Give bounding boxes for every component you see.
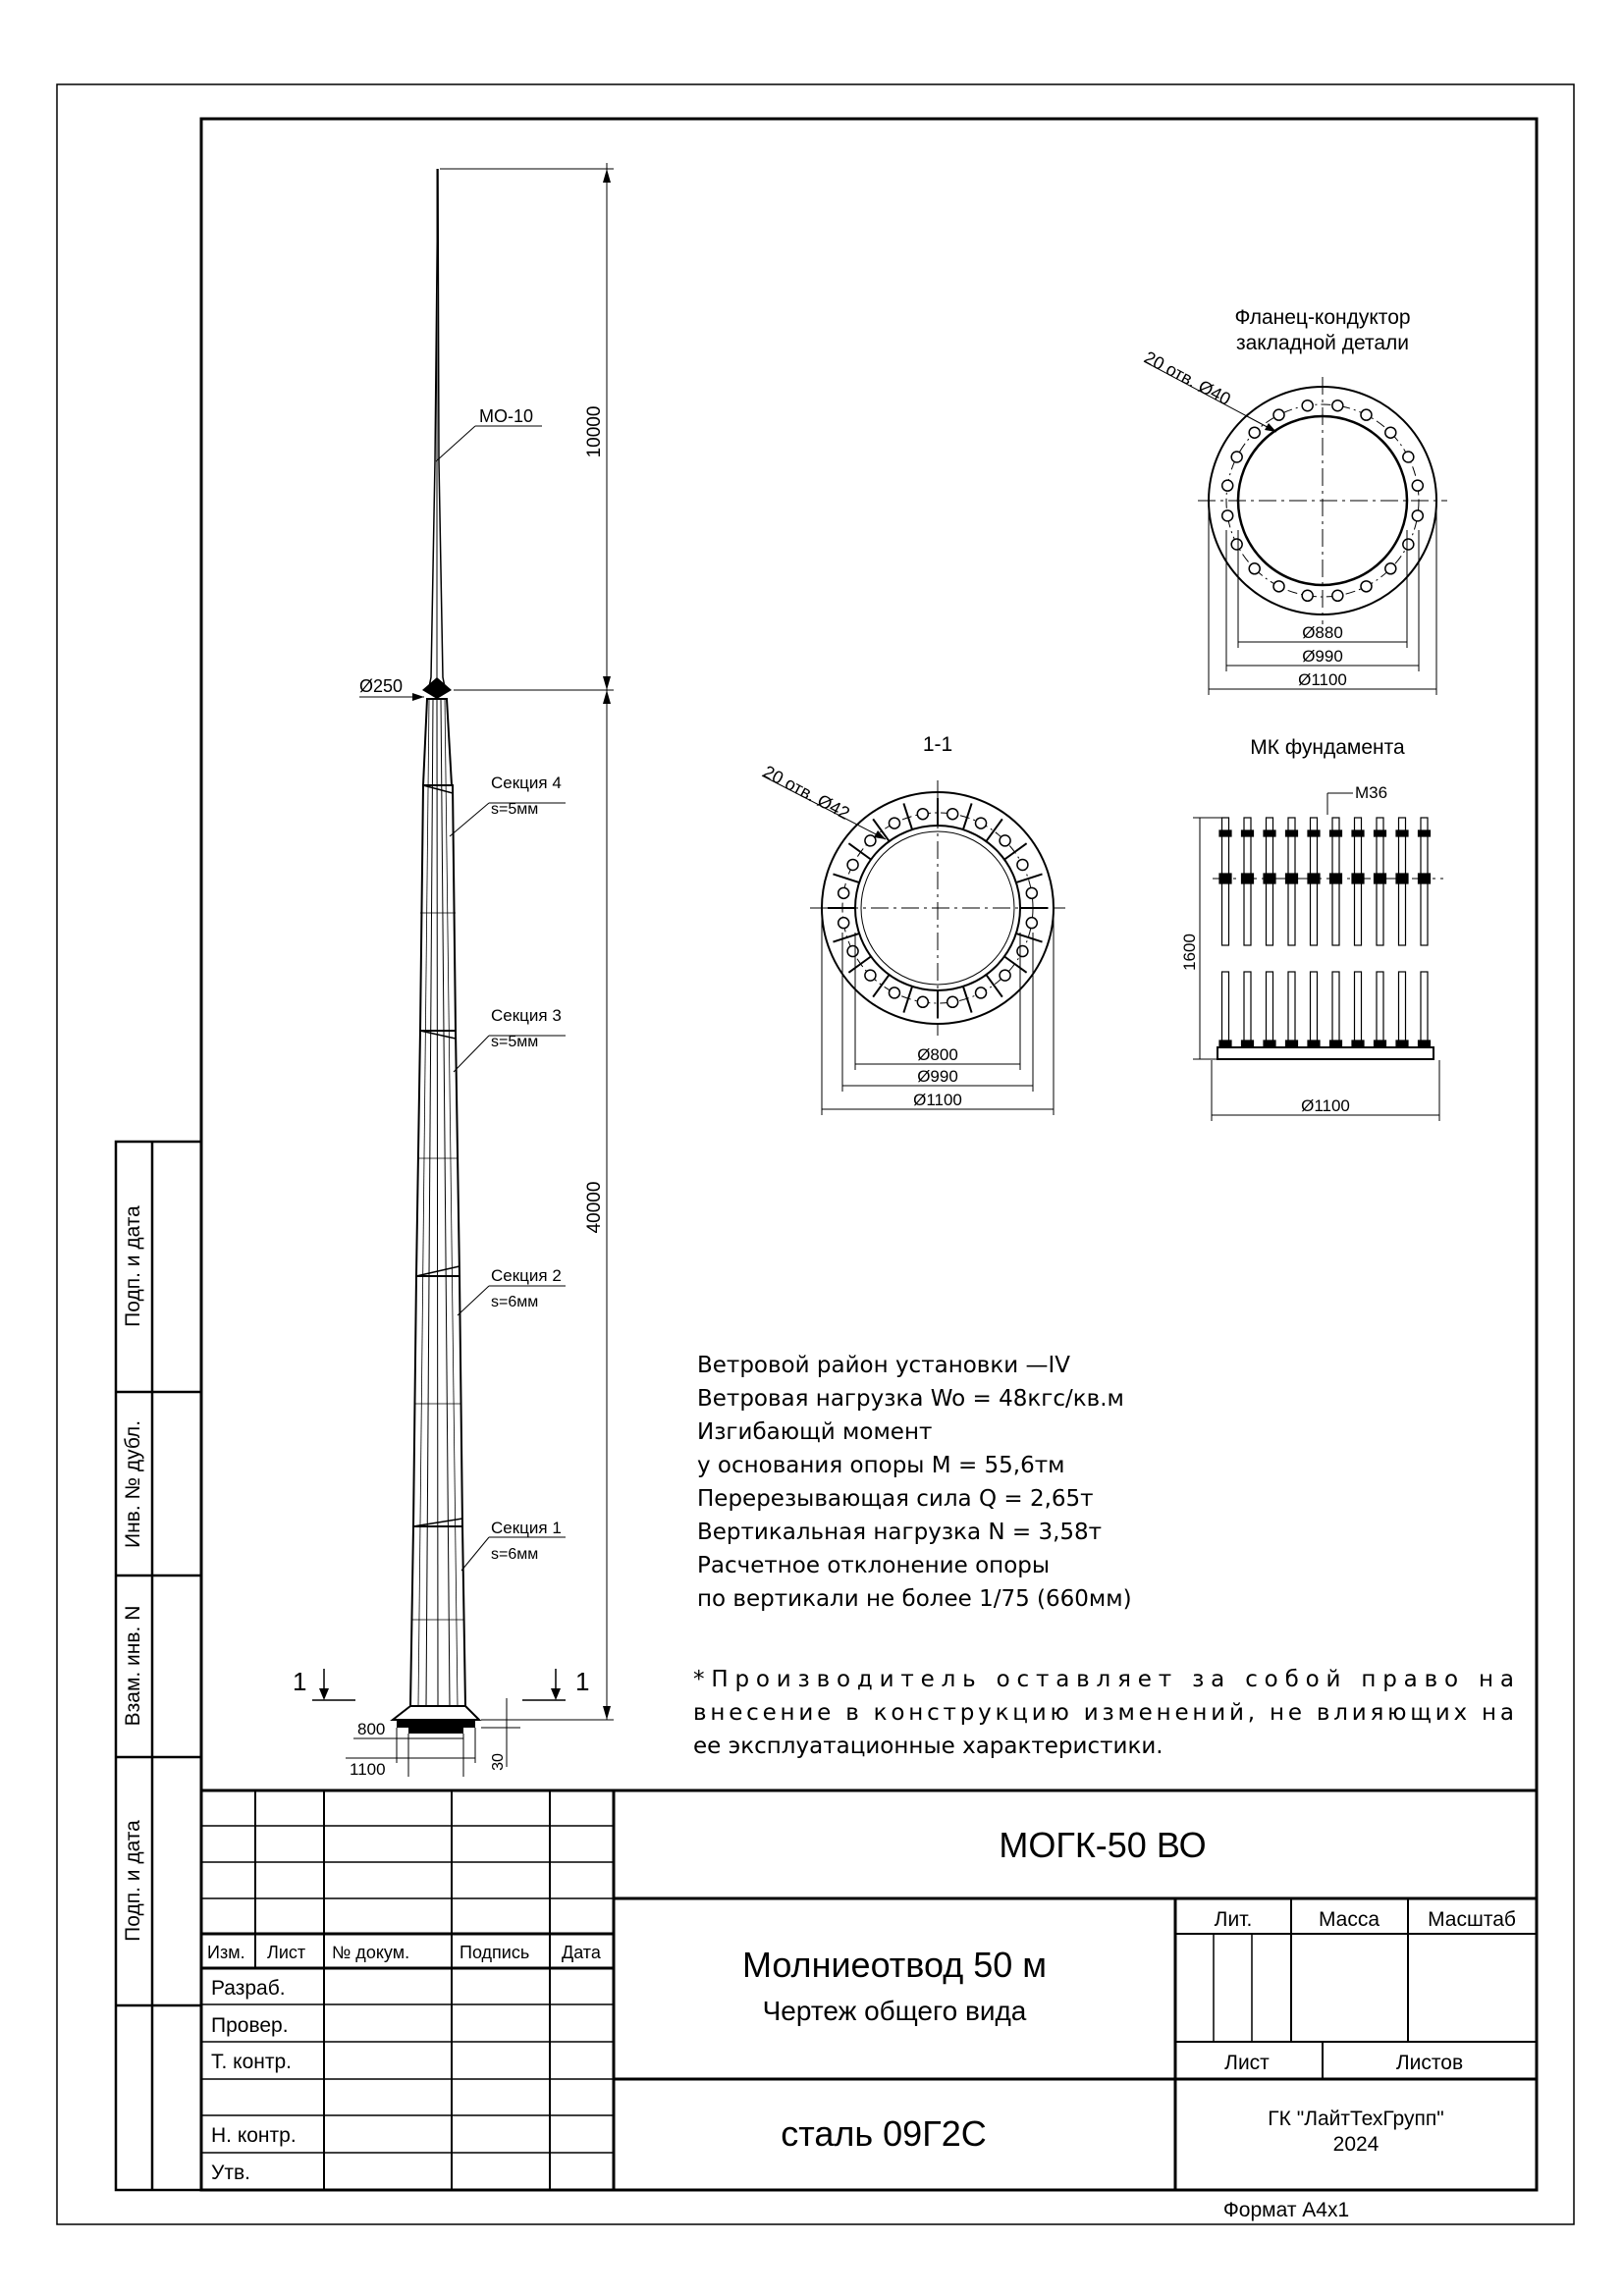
side-podp-data-top: Подп. и дата bbox=[122, 1205, 144, 1327]
tb-format: Формат А4х1 bbox=[1222, 2199, 1350, 2221]
anchor-nut bbox=[1286, 1041, 1298, 1047]
anchor-nut bbox=[1219, 1041, 1231, 1047]
mast-elevation bbox=[293, 163, 614, 1779]
flange-d1100: Ø1100 bbox=[1298, 670, 1347, 689]
anchor-nut bbox=[1264, 1041, 1275, 1047]
section-1-1-view bbox=[760, 733, 1065, 1115]
col-list: Лист bbox=[267, 1943, 306, 1962]
anchor-rod-lower bbox=[1421, 972, 1428, 1047]
anchor-nut bbox=[1308, 1041, 1320, 1047]
row-razrab: Разраб. bbox=[211, 1977, 286, 2000]
side-stamp bbox=[116, 1142, 201, 2190]
label-mo10: МО-10 bbox=[479, 406, 534, 426]
anchor-nut bbox=[1375, 830, 1386, 836]
section-bolt-hole bbox=[889, 818, 899, 828]
note-line-3: Изгибающй момент bbox=[697, 1419, 933, 1445]
section-bolt-hole bbox=[847, 946, 858, 957]
section-bolt-hole bbox=[839, 887, 849, 898]
anchor-nut bbox=[1308, 830, 1320, 836]
flange-title-2: закладной детали bbox=[1235, 332, 1410, 354]
flange-bolt-hole bbox=[1273, 409, 1284, 420]
anchor-nut bbox=[1330, 830, 1342, 836]
anchor-nut bbox=[1396, 830, 1408, 836]
note-line-8: по вертикали не более 1/75 (660мм) bbox=[697, 1586, 1132, 1612]
section-bolt-hole bbox=[917, 809, 928, 820]
cut-mark-left: 1 bbox=[293, 1667, 307, 1696]
section-d800: Ø800 bbox=[917, 1045, 958, 1064]
row-tkontr: Т. контр. bbox=[211, 2051, 293, 2073]
section-1-1-title: 1-1 bbox=[922, 733, 953, 756]
section-d1100: Ø1100 bbox=[913, 1091, 962, 1109]
tb-subtitle: Чертеж общего вида bbox=[762, 1996, 1027, 2026]
flange-bolt-hole bbox=[1403, 539, 1414, 550]
section-bolt-hole bbox=[1026, 887, 1037, 898]
section-d990: Ø990 bbox=[917, 1067, 958, 1086]
note-line-6: Вертикальная нагрузка N = 3,58т bbox=[697, 1520, 1103, 1545]
foundation-d1100: Ø1100 bbox=[1301, 1096, 1350, 1115]
section-3-label: Секция 3 bbox=[491, 1006, 562, 1025]
tb-company: ГК "ЛайтТехГрупп" bbox=[1268, 2108, 1444, 2130]
section-2-thickness: s=6мм bbox=[491, 1294, 539, 1310]
base-flange bbox=[393, 1706, 479, 1720]
flange-bolt-hole bbox=[1249, 563, 1260, 574]
flange-bolt-hole bbox=[1222, 510, 1233, 521]
anchor-rod-lower bbox=[1377, 972, 1383, 1047]
section-bolt-hole bbox=[976, 818, 987, 828]
anchor-rod-lower bbox=[1222, 972, 1229, 1047]
anchor-nut bbox=[1286, 830, 1298, 836]
section-bolt-hole bbox=[1017, 946, 1028, 957]
flange-conductor-view bbox=[1141, 306, 1447, 695]
col-sign: Подпись bbox=[460, 1943, 530, 1962]
flange-bolt-hole bbox=[1412, 510, 1423, 521]
tb-massa: Масса bbox=[1318, 1908, 1380, 1931]
anchor-nut bbox=[1264, 830, 1275, 836]
note-line-2: Ветровая нагрузка Wo = 48кгс/кв.м bbox=[697, 1386, 1124, 1412]
section-bolt-hole bbox=[917, 996, 928, 1007]
section-3-thickness: s=5мм bbox=[491, 1034, 539, 1050]
foundation-bolt-label: М36 bbox=[1355, 783, 1388, 802]
note-line-4: у основания опоры М = 55,6тм bbox=[697, 1453, 1065, 1478]
tb-code: МОГК-50 ВО bbox=[999, 1825, 1207, 1865]
flange-bolt-hole bbox=[1231, 539, 1242, 550]
anchor-nut bbox=[1419, 1041, 1431, 1047]
anchor-rod-lower bbox=[1288, 972, 1295, 1047]
row-nkontr: Н. контр. bbox=[211, 2124, 297, 2147]
flange-bolt-hole bbox=[1361, 409, 1372, 420]
flange-holes-label: 20 отв. Ø40 bbox=[1141, 347, 1234, 409]
tb-year: 2024 bbox=[1332, 2133, 1380, 2156]
row-utv: Утв. bbox=[211, 2162, 250, 2184]
tb-listov: Листов bbox=[1395, 2052, 1464, 2074]
section-bolt-hole bbox=[1000, 970, 1010, 981]
section-holes-label: 20 отв. Ø42 bbox=[760, 761, 853, 824]
flange-bolt-hole bbox=[1273, 581, 1284, 592]
flange-bolt-hole bbox=[1231, 452, 1242, 462]
dim-800: 800 bbox=[357, 1720, 386, 1738]
disclaimer-line-1: *Производитель оставляет за собой право на bbox=[693, 1667, 1514, 1692]
col-izm: Изм. bbox=[207, 1943, 245, 1962]
flange-bolt-hole bbox=[1332, 400, 1343, 411]
foundation-height: 1600 bbox=[1180, 934, 1199, 971]
tb-name: Молниеотвод 50 м bbox=[741, 1945, 1048, 1985]
section-gusset-rib bbox=[833, 874, 859, 882]
flange-bolt-hole bbox=[1412, 480, 1423, 491]
flange-bolt-hole bbox=[1385, 563, 1396, 574]
foundation-view bbox=[1180, 736, 1443, 1121]
anchor-nut bbox=[1219, 830, 1231, 836]
side-inv-dubl: Инв. № дубл. bbox=[122, 1419, 144, 1549]
drawing-frame bbox=[201, 119, 1537, 2190]
section-4-thickness: s=5мм bbox=[491, 801, 539, 818]
disclaimer-line-2: внесение в конструкцию изменений, не влияющих на bbox=[693, 1700, 1514, 1726]
section-gusset-rib bbox=[903, 987, 912, 1013]
anchor-nut bbox=[1352, 1041, 1364, 1047]
anchor-nut bbox=[1242, 1041, 1254, 1047]
mast-tube bbox=[410, 699, 465, 1706]
anchor-rod-lower bbox=[1244, 972, 1251, 1047]
flange-bolt-hole bbox=[1385, 427, 1396, 438]
flange-title-1: Фланец-кондуктор bbox=[1234, 306, 1411, 329]
anchor-nut bbox=[1330, 1041, 1342, 1047]
section-bolt-hole bbox=[1026, 918, 1037, 929]
anchor-rod-lower bbox=[1355, 972, 1362, 1047]
col-date: Дата bbox=[562, 1943, 601, 1962]
section-bolt-hole bbox=[839, 918, 849, 929]
side-vzam-inv: Взам. инв. N bbox=[122, 1605, 144, 1727]
tb-masshtab: Масштаб bbox=[1428, 1908, 1516, 1931]
section-4-label: Секция 4 bbox=[491, 774, 562, 792]
anchor-nut bbox=[1352, 830, 1364, 836]
section-bolt-hole bbox=[1000, 835, 1010, 846]
flange-d990: Ø990 bbox=[1302, 647, 1343, 666]
anchor-rod-lower bbox=[1311, 972, 1318, 1047]
side-podp-data-bottom: Подп. и дата bbox=[122, 1820, 144, 1942]
dim-d250: Ø250 bbox=[359, 676, 404, 696]
anchor-rod-lower bbox=[1332, 972, 1339, 1047]
flange-d880: Ø880 bbox=[1302, 623, 1343, 642]
section-bolt-hole bbox=[976, 988, 987, 998]
anchor-nut bbox=[1419, 830, 1431, 836]
row-prover: Провер. bbox=[211, 2014, 289, 2037]
flange-bolt-hole bbox=[1302, 590, 1313, 601]
section-bolt-hole bbox=[947, 809, 958, 820]
anchor-rod-lower bbox=[1267, 972, 1273, 1047]
flange-bolt-hole bbox=[1302, 400, 1313, 411]
col-doc: № докум. bbox=[332, 1943, 410, 1962]
section-1-thickness: s=6мм bbox=[491, 1546, 539, 1563]
anchor-nut bbox=[1396, 1041, 1408, 1047]
section-bolt-hole bbox=[947, 996, 958, 1007]
disclaimer-line-3: ее эксплуатационные характеристики. bbox=[693, 1734, 1163, 1759]
sheet-border bbox=[57, 84, 1574, 2224]
flange-bolt-hole bbox=[1249, 427, 1260, 438]
note-line-7: Расчетное отклонение опоры bbox=[697, 1553, 1051, 1578]
tb-material: сталь 09Г2С bbox=[781, 2113, 987, 2154]
technical-notes bbox=[693, 1353, 1514, 1759]
dim-1100: 1100 bbox=[350, 1760, 386, 1779]
cut-mark-right: 1 bbox=[575, 1667, 590, 1696]
section-2-label: Секция 2 bbox=[491, 1266, 562, 1285]
flange-bolt-hole bbox=[1361, 581, 1372, 592]
section-bolt-hole bbox=[847, 859, 858, 870]
anchor-nut bbox=[1242, 830, 1254, 836]
flange-bolt-hole bbox=[1403, 452, 1414, 462]
anchor-rod-lower bbox=[1399, 972, 1406, 1047]
section-bolt-hole bbox=[1017, 859, 1028, 870]
tb-lit: Лит. bbox=[1214, 1908, 1253, 1931]
anchor-nut bbox=[1375, 1041, 1386, 1047]
dim-10000: 10000 bbox=[584, 405, 605, 458]
section-1-label: Секция 1 bbox=[491, 1519, 562, 1537]
note-line-5: Перерезывающая сила Q = 2,65т bbox=[697, 1486, 1094, 1512]
note-line-1: Ветровой район установки —IV bbox=[697, 1353, 1071, 1378]
foundation-title: МК фундамента bbox=[1250, 736, 1405, 759]
tb-list: Лист bbox=[1224, 2052, 1270, 2074]
section-bolt-hole bbox=[865, 970, 876, 981]
flange-bolt-hole bbox=[1222, 480, 1233, 491]
section-bolt-hole bbox=[889, 988, 899, 998]
dim-30: 30 bbox=[490, 1753, 507, 1771]
dim-40000: 40000 bbox=[584, 1181, 605, 1234]
flange-bolt-hole bbox=[1332, 590, 1343, 601]
